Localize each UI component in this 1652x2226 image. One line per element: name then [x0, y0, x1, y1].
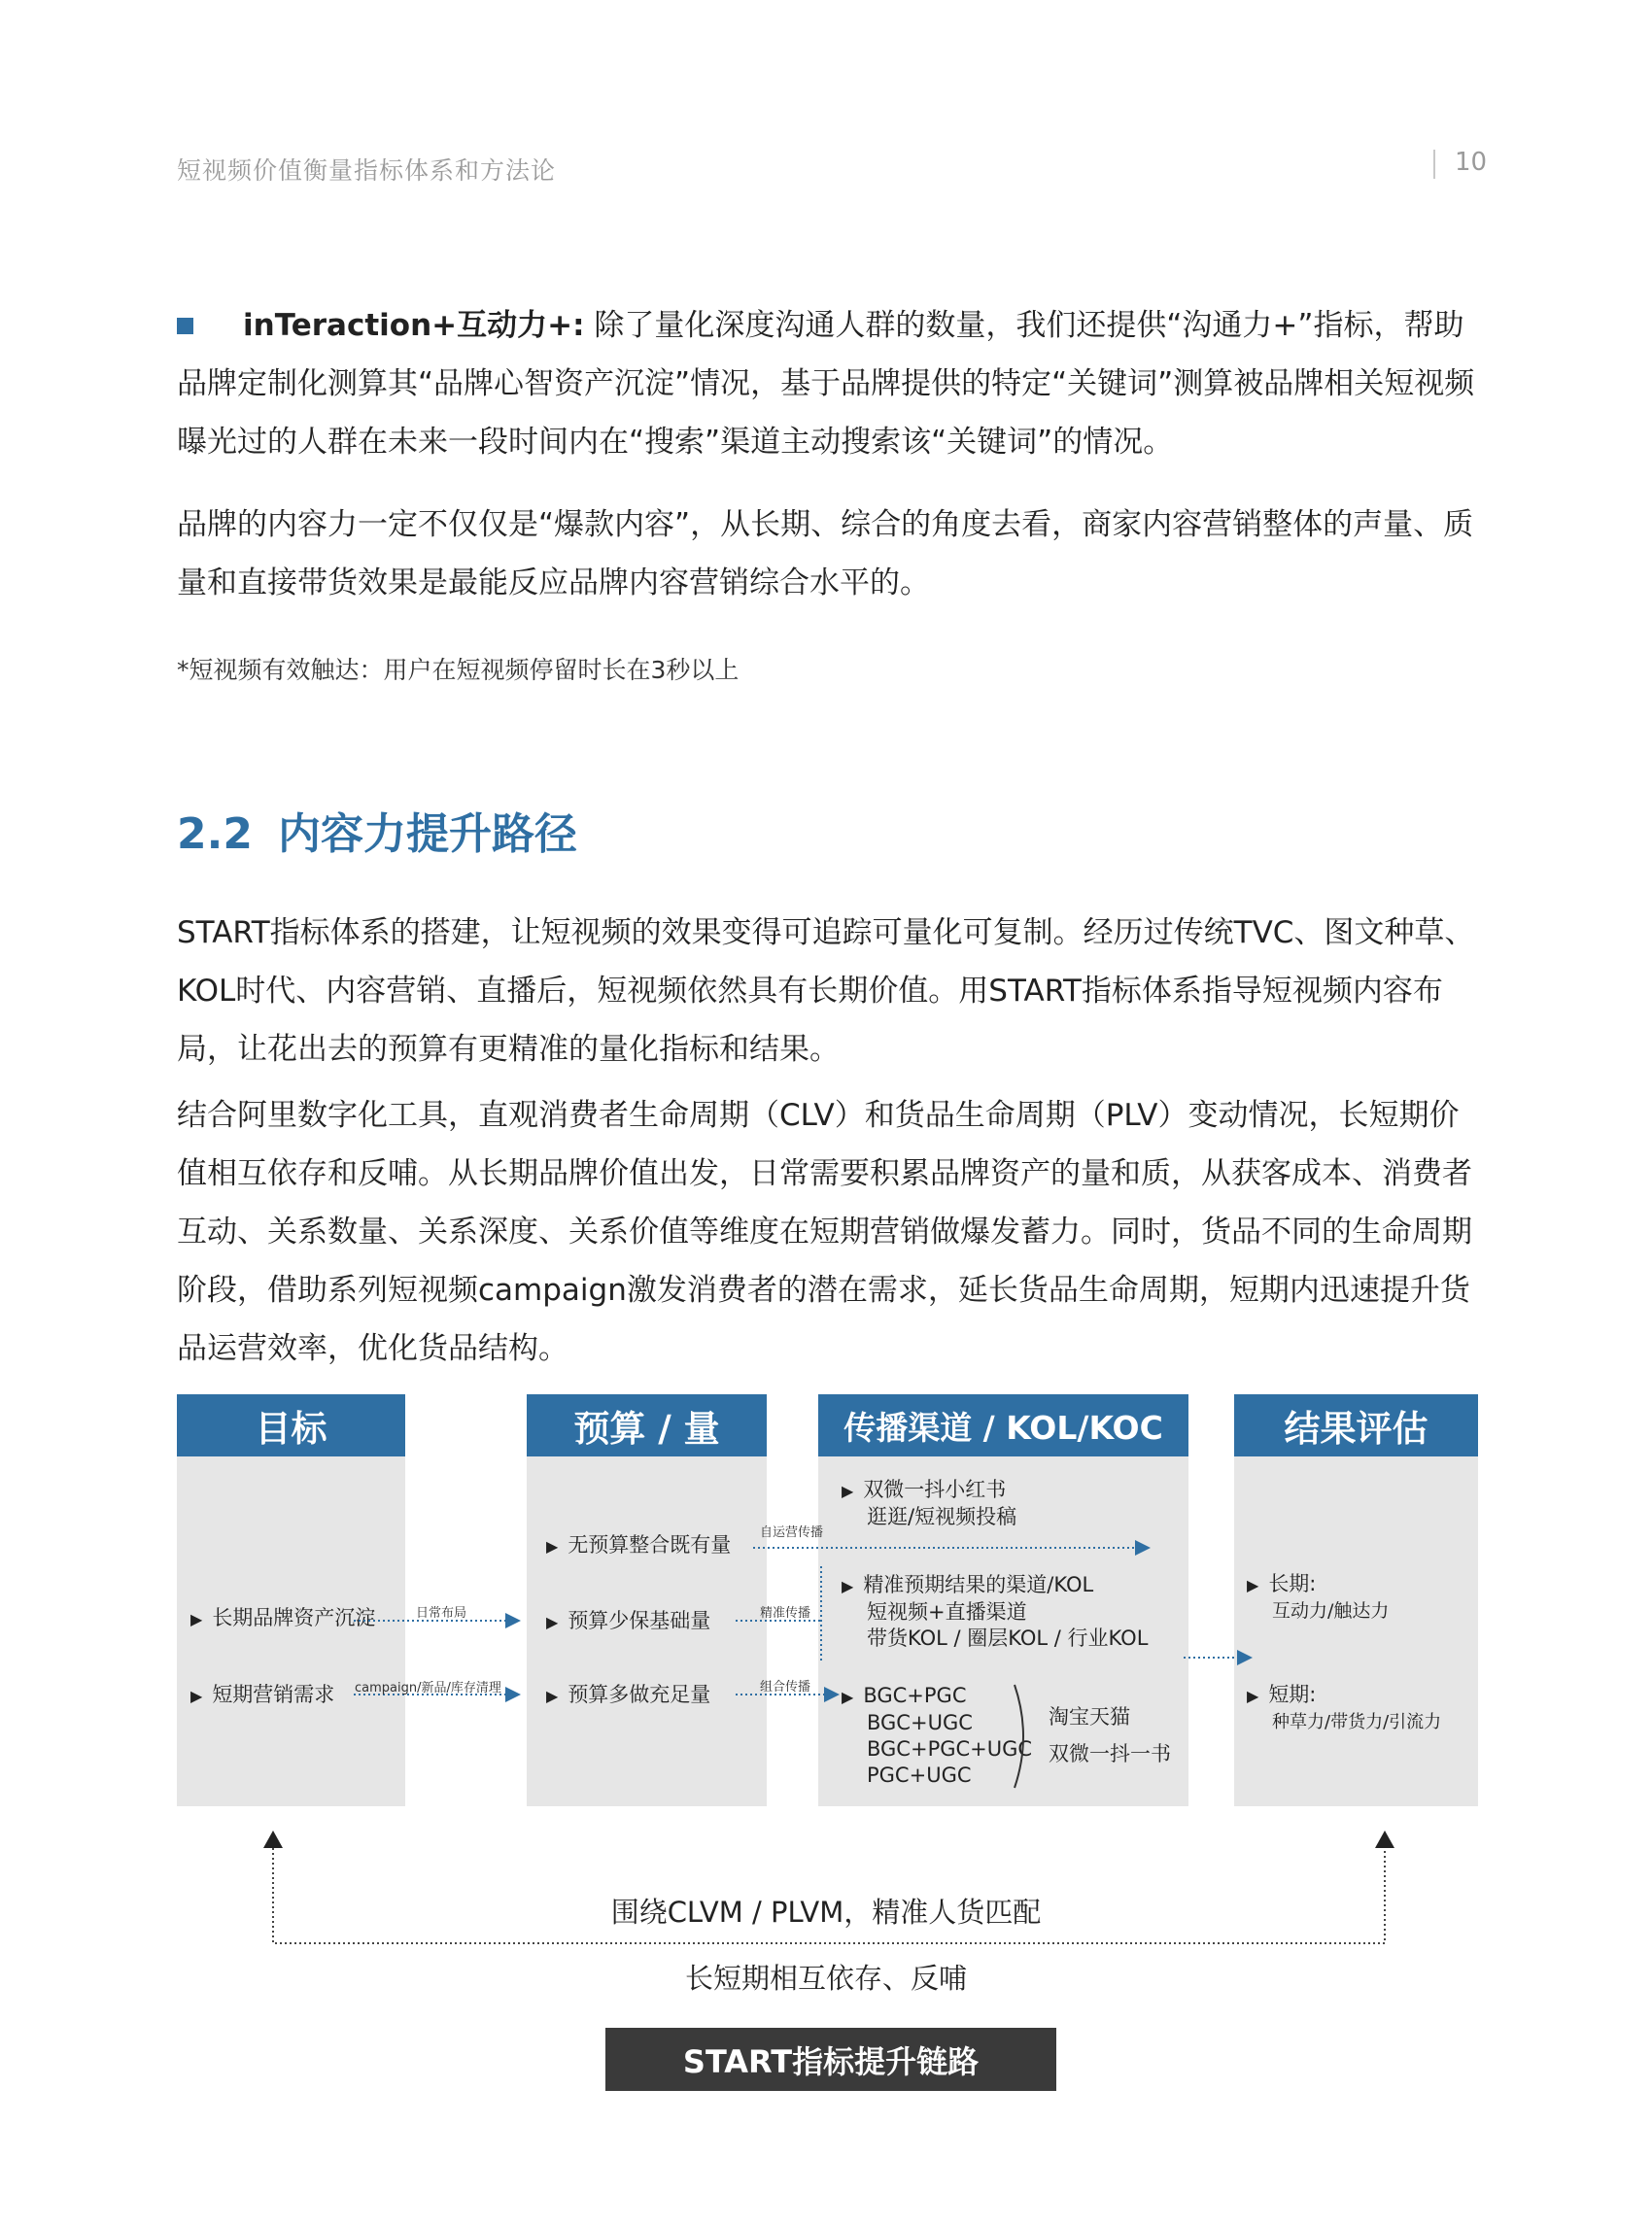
platform-social: 双微一抖一书 [1049, 1742, 1171, 1765]
triangle-bullet-icon: ▶ [842, 1577, 854, 1595]
page-number: 10 [1455, 148, 1488, 177]
result-short: ▶ 短期: 种草力/带货力/引流力 [1247, 1683, 1442, 1732]
triangle-bullet-icon: ▶ [190, 1610, 203, 1628]
connector-label-self: 自运营传播 [760, 1525, 824, 1540]
bullet-text: 除了量化深度沟通人群的数量，我们还提供“沟通力+”指标，帮助品牌定制化测算其“品牌心智资产沉淀”情况，基于品牌提供的特定“关键词”测算被品牌相关短视频曝光过的人群在未来一段时间内在“搜索”渠道主动搜索该“关键词”的情况。 [177, 308, 1475, 460]
connector-label-daily: 日常布局 [416, 1606, 467, 1621]
loop-arrow-right-icon [1375, 1831, 1394, 1848]
channel-group-2: ▶ 精准预期结果的渠道/KOL 短视频+直播渠道 带货KOL / 圈层KOL / 行业KOL [842, 1573, 1149, 1650]
section-number: 2.2 [177, 809, 253, 859]
budget-header: 预算 / 量 [527, 1394, 767, 1456]
connector-label-campaign: campaign/新品/库存清理 [355, 1681, 501, 1695]
budget-item-none: ▶ 无预算整合既有量 [546, 1533, 732, 1557]
triangle-bullet-icon: ▶ [842, 1688, 854, 1706]
triangle-bullet-icon: ▶ [190, 1687, 203, 1705]
goal-item-short: ▶ 短期营销需求 [190, 1683, 335, 1706]
channel-header: 传播渠道 / KOL/KOC [818, 1394, 1188, 1456]
footnote: *短视频有效触达：用户在短视频停留时长在3秒以上 [177, 656, 740, 684]
section-paragraph-1: START指标体系的搭建，让短视频的效果变得可追踪可量化可复制。经历过传统TVC、图文种草、KOL时代、内容营销、直播后，短视频依然具有长期价值。用START指标体系指导短视频内容布局，让花出去的预算有更精准的量化指标和结果。 [177, 915, 1475, 1067]
triangle-bullet-icon: ▶ [1247, 1576, 1259, 1594]
triangle-bullet-icon: ▶ [546, 1537, 559, 1556]
result-header: 结果评估 [1234, 1394, 1478, 1456]
budget-item-high: ▶ 预算多做充足量 [546, 1683, 711, 1706]
loop-arrow-left-icon [263, 1831, 283, 1848]
result-long: ▶ 长期: 互动力/触达力 [1247, 1572, 1390, 1622]
loop-text-1: 围绕CLVM / PLVM，精准人货匹配 [610, 1896, 1042, 1929]
goal-item-long: ▶ 长期品牌资产沉淀 [190, 1606, 376, 1629]
connector-label-precise: 精准传播 [760, 1606, 811, 1621]
triangle-bullet-icon: ▶ [1247, 1687, 1259, 1705]
budget-item-low: ▶ 预算少保基础量 [546, 1609, 711, 1632]
section-title: 内容力提升路径 [277, 809, 577, 859]
channel-combos: ▶ BGC+PGC BGC+UGC BGC+PGC+UGC PGC+UGC [842, 1684, 1033, 1787]
section-paragraph-2: 结合阿里数字化工具，直观消费者生命周期（CLV）和货品生命周期（PLV）变动情况，长短期价值相互依存和反哺。从长期品牌价值出发，日常需要积累品牌资产的量和质，从获客成本、消费者互动、关系数量、关系深度、关系价值等维度在短期营销做爆发蓄力。同时，货品不同的生命周期阶段，借助系列短视频campaign激发消费者的潜在需求，延长货品生命周期，短期内迅速提升货品运营效率，优化货品结构。 [177, 1098, 1472, 1366]
triangle-bullet-icon: ▶ [546, 1613, 559, 1631]
bullet-term: inTeraction+互动力+: [243, 308, 585, 343]
triangle-bullet-icon: ▶ [546, 1687, 559, 1705]
connector-label-combo: 组合传播 [760, 1680, 811, 1695]
running-header: 短视频价值衡量指标体系和方法论 [177, 156, 557, 185]
goal-header: 目标 [177, 1394, 405, 1456]
channel-group-1: ▶ 双微一抖小红书 逛逛/短视频投稿 [842, 1478, 1017, 1528]
intro-paragraph: 品牌的内容力一定不仅仅是“爆款内容”，从长期、综合的角度去看，商家内容营销整体的声量、质量和直接带货效果是最能反应品牌内容营销综合水平的。 [177, 507, 1474, 600]
loop-text-2: 长短期相互依存、反哺 [684, 1962, 967, 1995]
platform-taobao: 淘宝天猫 [1049, 1705, 1130, 1729]
triangle-bullet-icon: ▶ [842, 1482, 854, 1500]
start-chain-label: START指标提升链路 [605, 2028, 1056, 2091]
